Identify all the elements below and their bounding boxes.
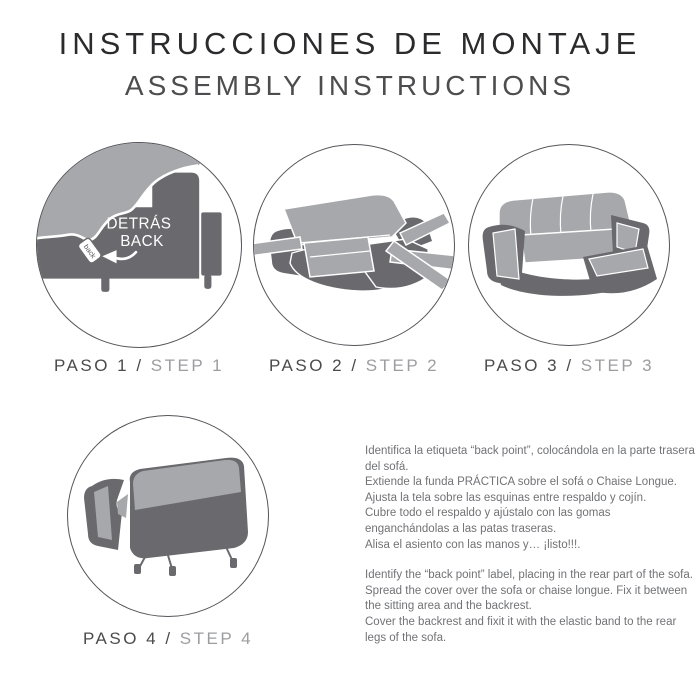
back-tag-label: back: [81, 242, 98, 260]
instruction-line: Spread the cover over the sofa or chaise longue. Fix it between the sitting area and the backrest.: [365, 584, 688, 613]
step-3-illustration: [468, 144, 670, 346]
step-4-illustration: [67, 415, 269, 617]
instruction-line: Cover the backrest and fixit it with the elastic band to the rear legs of the sofa.: [365, 615, 677, 644]
step-2-illustration: [253, 144, 455, 346]
step-1-label: [36, 356, 242, 376]
step-1-illustration: [36, 142, 242, 348]
step-4-label: [67, 629, 269, 649]
instruction-line: Alisa el asiento con las manos y… ¡listo!!!.: [365, 538, 581, 551]
detras-label: DETRÁS: [106, 215, 172, 233]
page-subtitle: ASSEMBLY INSTRUCTIONS: [124, 70, 576, 101]
sofa-back-tag-icon: [37, 143, 241, 347]
step-3-label: [468, 356, 670, 376]
instructions-text-block: [365, 444, 698, 646]
instructions-english: [365, 568, 698, 646]
step-4-label-en: STEP 4: [179, 629, 254, 648]
instruction-line: Extiende la funda PRÁCTICA sobre el sofá o Chaise Longue.: [365, 476, 677, 489]
step-2-label: [253, 356, 455, 376]
step-1-label-en: STEP 1: [150, 356, 225, 375]
step-3-label-en: STEP 3: [580, 356, 655, 375]
sofa-covered-icon: [469, 145, 669, 345]
step-2-label-en: STEP 2: [365, 356, 440, 375]
sofa-rear-straps-icon: [68, 416, 268, 616]
page-title: INSTRUCCIONES DE MONTAJE: [58, 26, 642, 61]
back-label: BACK: [120, 233, 164, 251]
step-4-label-es: PASO 4 /: [82, 629, 173, 648]
instruction-line: Identifica la etiqueta “back point”, colocándola en la parte trasera del sofá.: [365, 445, 695, 473]
sofa-cover-spread-icon: [254, 145, 454, 345]
step-3-label-es: PASO 3 /: [483, 356, 574, 375]
step-2-label-es: PASO 2 /: [268, 356, 359, 375]
instruction-line: Ajusta la tela sobre las esquinas entre respaldo y cojín.: [365, 491, 647, 504]
instruction-line: Identify the “back point” label, placing in the rear part of the sofa.: [365, 569, 693, 582]
instruction-line: Cubre todo el respaldo y ajústalo con las gomas enganchándolas a las patas traseras.: [365, 507, 611, 535]
step-1-label-es: PASO 1 /: [53, 356, 144, 375]
instructions-spanish: [365, 444, 698, 553]
